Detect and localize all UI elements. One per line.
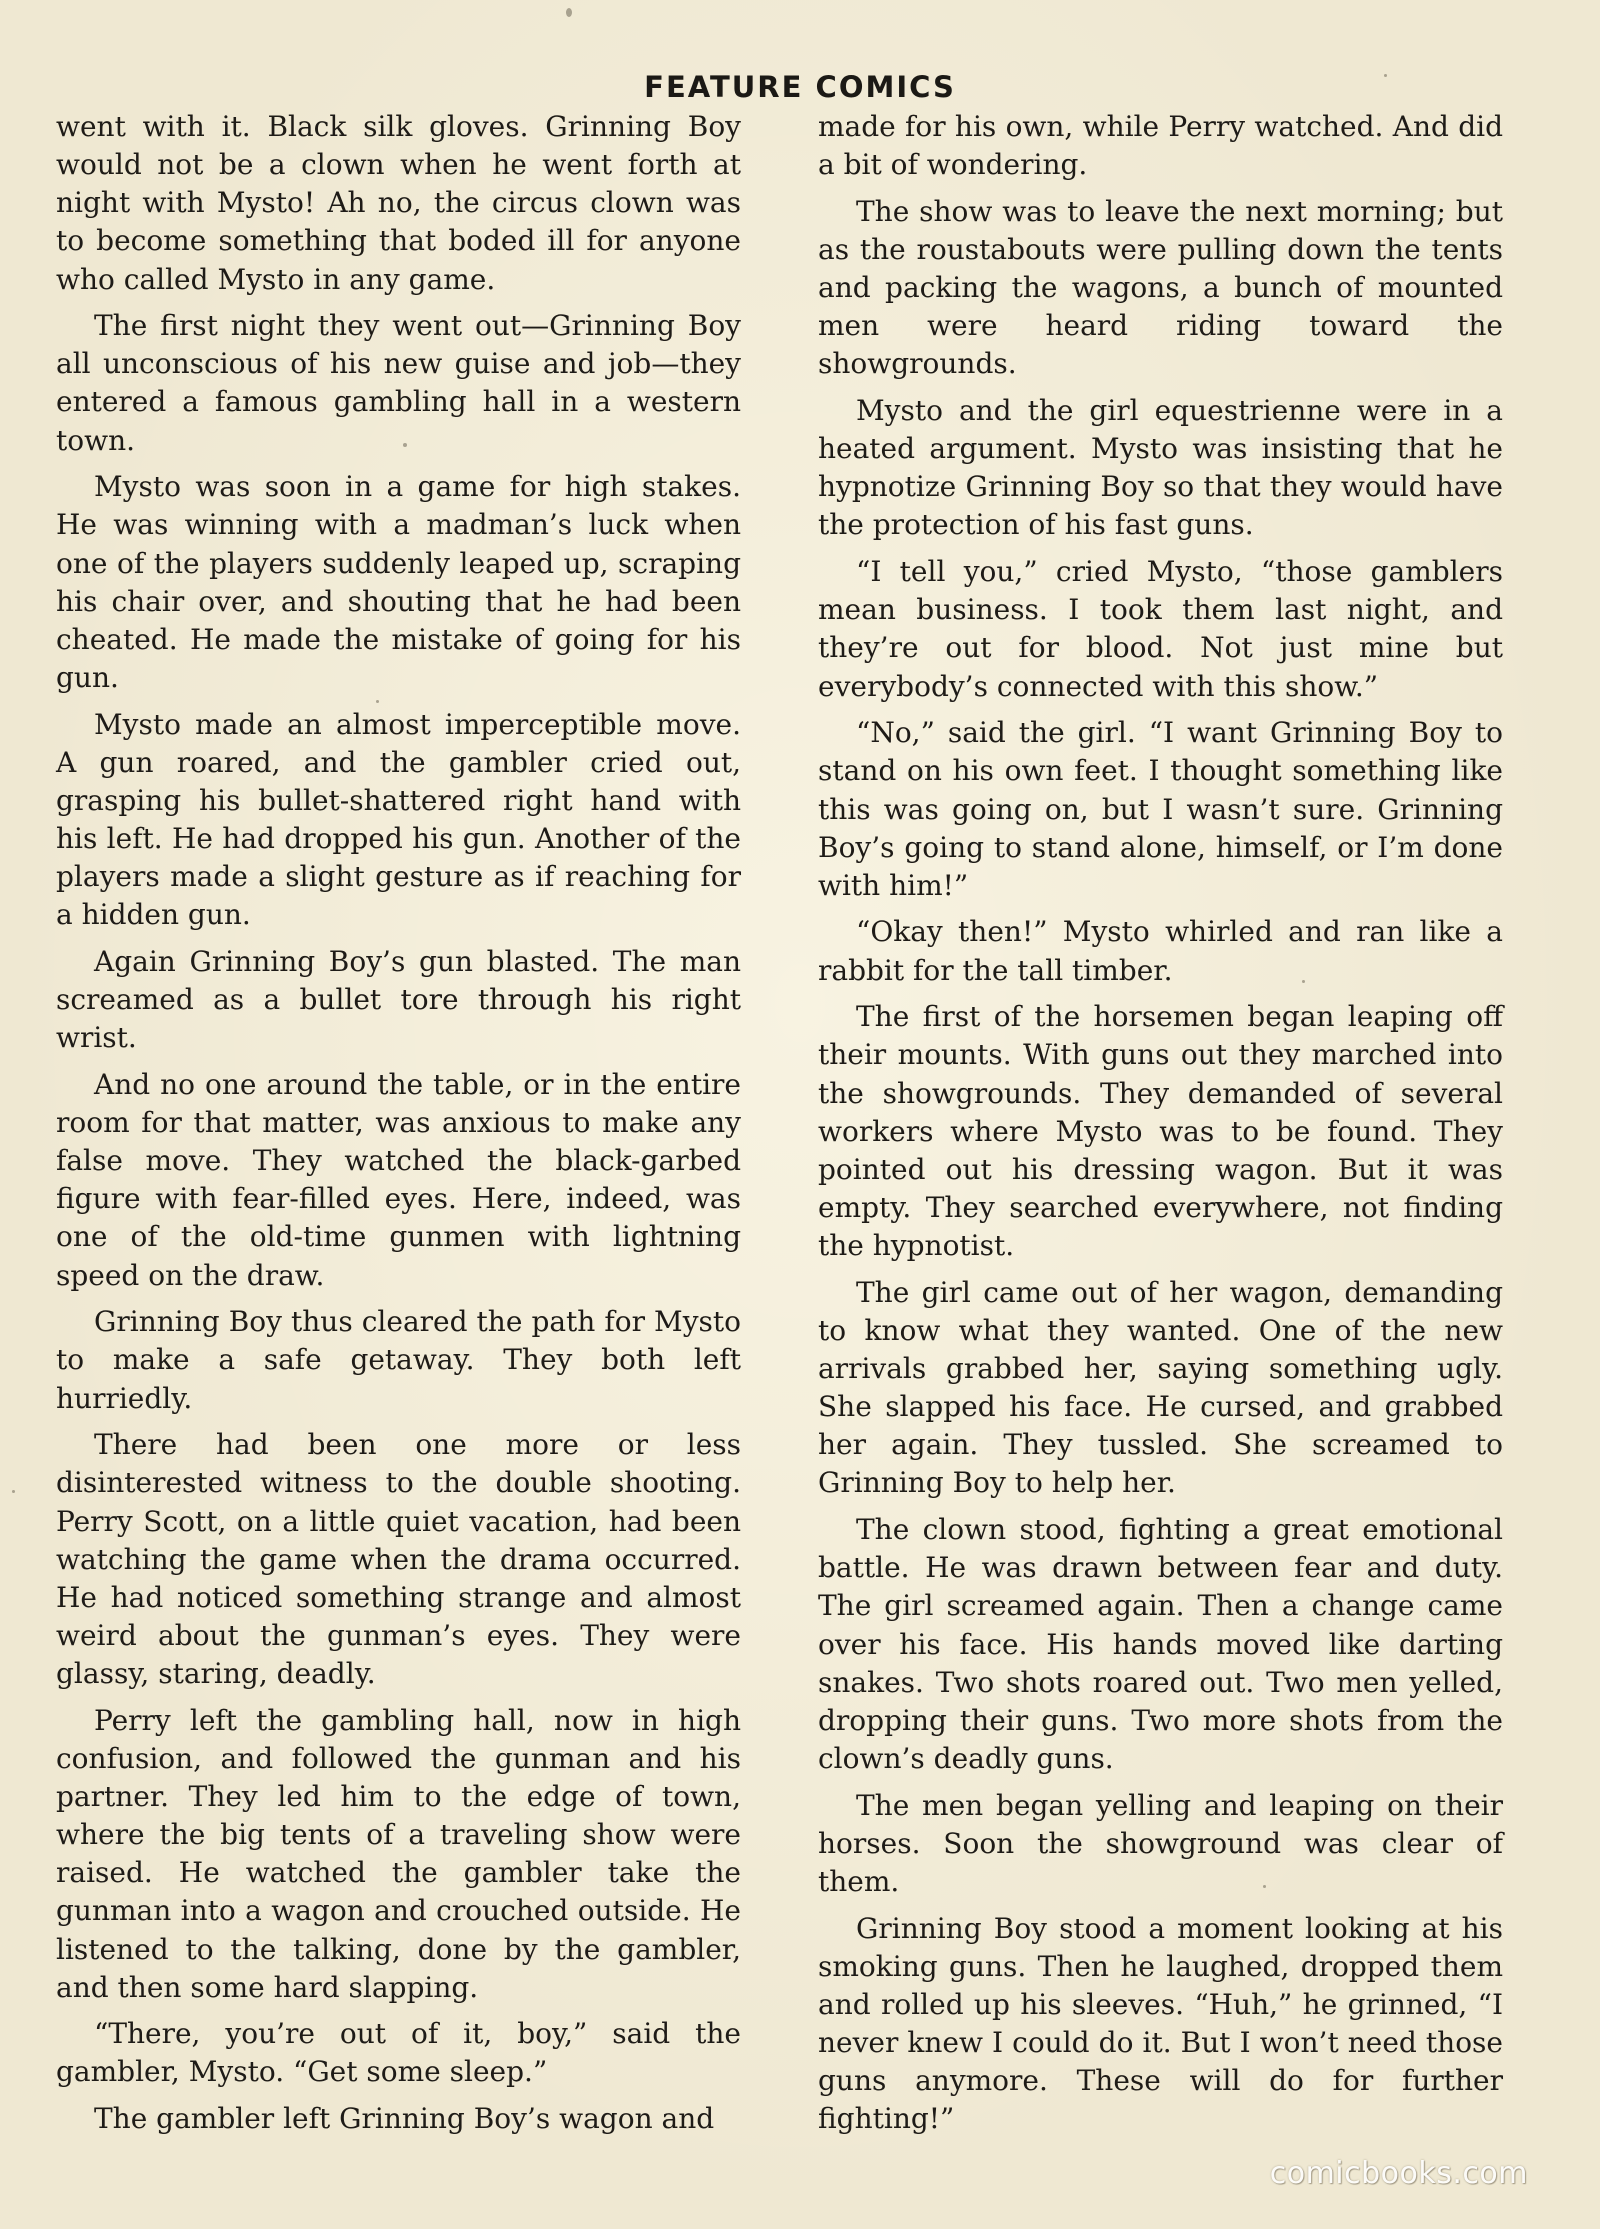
paragraph: The gambler left Grinning Boy’s wagon and xyxy=(94,2102,715,2136)
paper-speck xyxy=(12,1490,15,1493)
left-text-column xyxy=(56,108,741,2147)
paragraph: The first of the horsemen began leaping off their mounts. With guns out they marched into the showgrounds. They demanded of several workers where Mysto was to be found. They pointed out his dressing wagon. But it was empty. They searched everywhere, not finding the hypnotist. xyxy=(818,1000,1503,1263)
paper-speck xyxy=(1263,1885,1266,1888)
paragraph: “No,” said the girl. “I want Grinning Boy to stand on his own feet. I thought something like this was going on, but I wasn’t sure. Grinning Boy’s going to stand alone, himself, or I’m done with him!” xyxy=(818,716,1503,902)
paragraph: Grinning Boy stood a moment looking at his smoking guns. Then he laughed, dropped them and rolled up his sleeves. “Huh,” he grinned, “I never knew I could do it. But I won’t need those guns anymore. These will do for further fighting!” xyxy=(818,1911,1503,2136)
paper-speck xyxy=(376,700,379,703)
paragraph: Grinning Boy thus cleared the path for Mysto to make a safe getaway. They both left hurriedly. xyxy=(56,1305,741,1415)
paragraph: The men began yelling and leaping on their horses. Soon the showground was clear of them. xyxy=(818,1788,1503,1898)
site-watermark: comicbooks.com xyxy=(1269,2156,1528,2191)
page-header: FEATURE COMICS xyxy=(644,70,956,104)
paragraph: Mysto was soon in a game for high stakes. He was winning with a madman’s luck when one of the players suddenly leaped up, scraping his chair over, and shouting that he had been cheated. He made the mistake of going for his gun. xyxy=(56,470,741,694)
paper-speck xyxy=(566,8,572,17)
paragraph: The clown stood, fighting a great emotional battle. He was drawn between fear and duty. The girl screamed again. Then a change came over his face. His hands moved like darting snakes. Two shots roared out. Two men yelled, dropping their guns. Two more shots from the clown’s deadly guns. xyxy=(818,1513,1503,1775)
paragraph: Again Grinning Boy’s gun blasted. The man screamed as a bullet tore through his right wrist. xyxy=(56,945,741,1055)
paper-speck xyxy=(1384,74,1387,77)
paragraph: Perry left the gambling hall, now in high confusion, and followed the gunman and his partner. They led him to the edge of town, where the big tents of a traveling show were raised. He watched the gambler take the gunman into a wagon and crouched outside. He listened to the talking, done by the gambler, and then some hard slapping. xyxy=(56,1703,741,2004)
paragraph: “Okay then!” Mysto whirled and ran like a rabbit for the tall timber. xyxy=(818,915,1503,987)
paragraph: And no one around the table, or in the entire room for that matter, was anxious to make any false move. They watched the black-garbed figure with fear-filled eyes. Here, indeed, was one of the old-time gunmen with lightning speed on the draw. xyxy=(56,1067,741,1292)
paragraph: “I tell you,” cried Mysto, “those gamblers mean business. I took them last night, and they’re out for blood. Not just mine but everybody’s connected with this show.” xyxy=(818,555,1503,703)
paragraph: The first night they went out—Grinning Boy all unconscious of his new guise and job—they entered a famous gambling hall in a western town. xyxy=(56,309,741,457)
right-text-column xyxy=(818,108,1503,2147)
paragraph: There had been one more or less disinterested witness to the double shooting. Perry Scott, on a little quiet vacation, had been watching the game when the drama occurred. He had noticed something strange and almost weird about the gunman’s eyes. They were glassy, staring, deadly. xyxy=(56,1428,741,1691)
paragraph: “There, you’re out of it, boy,” said the gambler, Mysto. “Get some sleep.” xyxy=(56,2017,741,2089)
paragraph: Mysto made an almost imperceptible move. A gun roared, and the gambler cried out, grasping his bullet-shattered right hand with his left. He had dropped his gun. Another of the players made a slight gesture as if reaching for a hidden gun. xyxy=(56,707,741,932)
paragraph: The show was to leave the next morning; but as the roustabouts were pulling down the tents and packing the wagons, a bunch of mounted men were heard riding toward the showgrounds. xyxy=(818,194,1503,381)
paragraph: Mysto and the girl equestrienne were in a heated argument. Mysto was insisting that he hypnotize Grinning Boy so that they would have the protection of his fast guns. xyxy=(818,394,1503,542)
paper-speck xyxy=(403,443,407,447)
paper-speck xyxy=(1302,980,1305,983)
paragraph: made for his own, while Perry watched. And did a bit of wondering. xyxy=(818,110,1503,182)
paragraph: The girl came out of her wagon, demanding to know what they wanted. One of the new arrivals grabbed her, saying something ugly. She slapped his face. He cursed, and grabbed her again. They tussled. She screamed to Grinning Boy to help her. xyxy=(818,1275,1503,1500)
paragraph: went with it. Black silk gloves. Grinning Boy would not be a clown when he went forth at night with Mysto! Ah no, the circus clown was to become something that boded ill for anyone who called Mysto in any game. xyxy=(56,110,741,296)
